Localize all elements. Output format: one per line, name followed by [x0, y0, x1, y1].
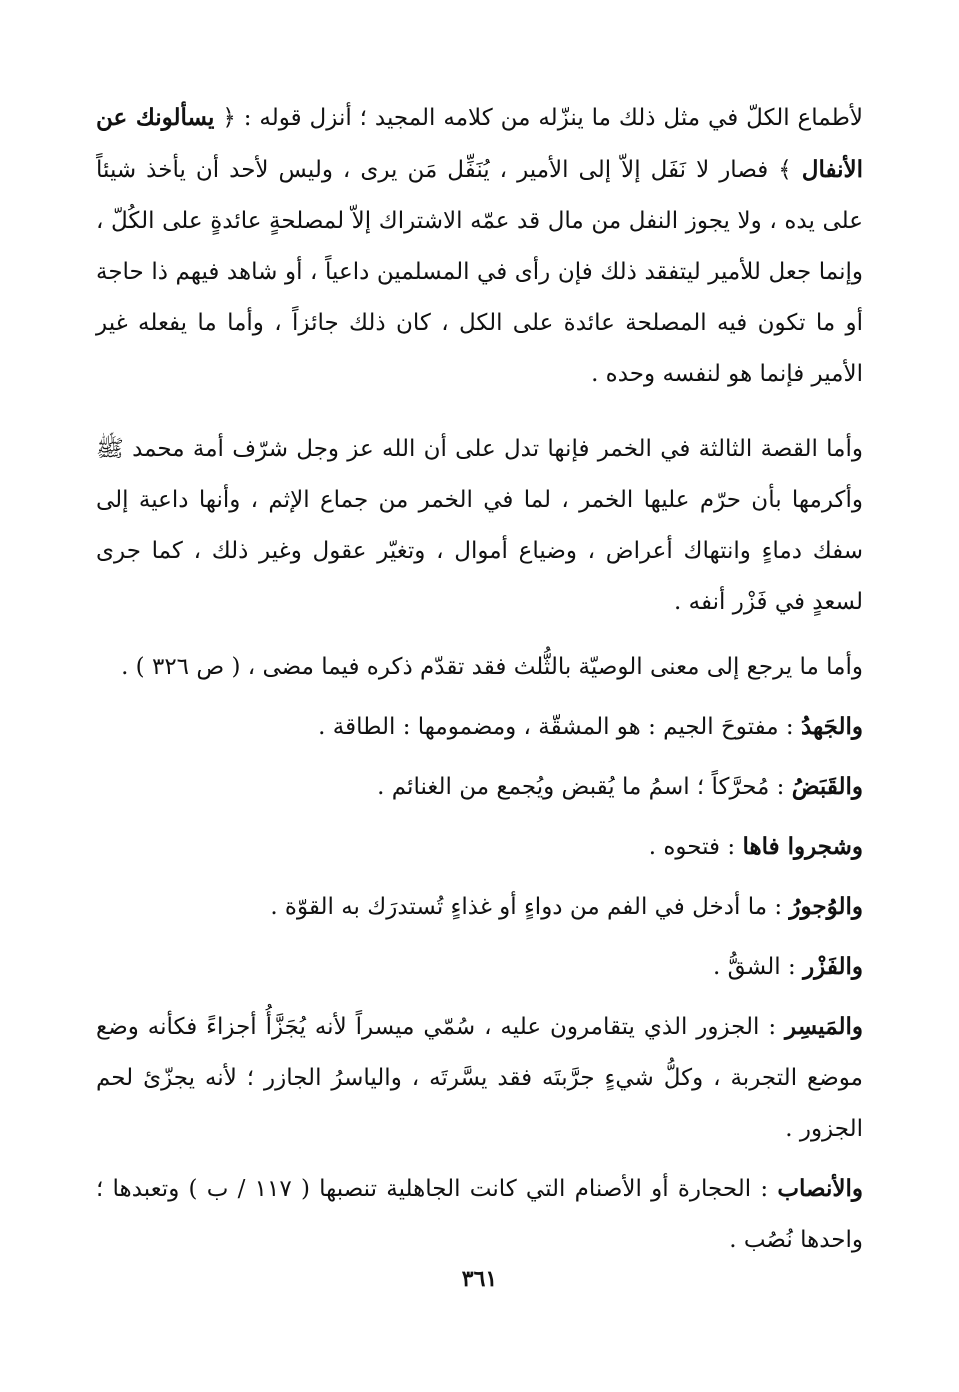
definition-term: والجَهدُ	[800, 713, 863, 740]
definition-wujur	[96, 881, 863, 933]
definition-text: : مفتوحَ الجيم : هو المشقّة ، ومضمومها : الطاقة .	[318, 714, 801, 740]
definition-shajaru	[96, 821, 863, 873]
paragraph-anfal-prefix: لأطماع الكلّ في مثل ذلك ما ينزّله من كلامه المجيد ؛ أنزل قوله : ﴿	[214, 105, 863, 131]
paragraph-anfal	[96, 92, 863, 400]
definition-qabad	[96, 761, 863, 813]
definition-term: والقَبَضُ	[791, 773, 863, 800]
definition-term: والوُجورُ	[789, 893, 863, 920]
definition-text: : الحجارة أو الأصنام التي كانت الجاهلية تنصبها ( ١١٧ / ب ) وتعبدها ؛ واحدها نُصُب .	[96, 1176, 863, 1253]
definition-fazr	[96, 941, 863, 993]
definition-term: والمَيسِر	[785, 1013, 863, 1040]
quran-quote: يسألونك عن الأنفال	[96, 104, 863, 183]
definition-maysir	[96, 1001, 863, 1155]
definition-text: : فتحوه .	[648, 834, 743, 860]
definition-jahd	[96, 701, 863, 753]
definition-text: : الجزور الذي يتقامرون عليه ، سُمّي ميسراً لأنه يُجَزَّأُ أجزاءً فكأنه وضع موضع التجربة ، وكلُّ شيءٍ جرَّبتَه فقد يسَّرتَه ، والياسرُ الجازر ؛ لأنه يجزّئ لحم الجزور .	[96, 1014, 863, 1142]
definition-text: : الشقُّ .	[712, 954, 804, 980]
paragraph-anfal-body: ﴾ فصار لا نَفَل إلاّ إلى الأمير ، يُنَفِّل مَن يرى ، وليس لأحد أن يأخذ شيئاً على يده ، ولا يجوز النفل من مال قد عمّه الاشتراك إلاّ لمصلحةٍ عائدةٍ على الكُلّ ، وإنما جعل للأمير ليتفقد ذلك فإن رأى في المسلمين داعياً ، أو شاهد فيهم ذا حاجة أو ما تكون فيه المصلحة عائدة على الكل ، كان ذلك جائزاً ، وأما ما يفعله غير الأمير فإنما هو لنفسه وحده .	[96, 157, 863, 387]
definition-text: : مُحرَّكاً ؛ اسمُ ما يُقبض ويُجمع من الغنائم .	[377, 774, 792, 800]
paragraph-khamr: وأما القصة الثالثة في الخمر فإنها تدل على أن الله عز وجل شرّف أمة محمد ﷺ وأكرمها بأن حرّم عليها الخمر ، لما في الخمر من جماع الإثم ، وأنها داعية إلى سفك دماءٍ وانتهاك أعراض ، وضياع أموال ، وتغيّر عقول وغير ذلك ، كما جرى لسعدٍ في فَزْر أنفه .	[96, 436, 863, 615]
definition-ansab	[96, 1163, 863, 1266]
definition-term: وشجروا فاها	[742, 833, 863, 860]
definition-term: والفَزْر	[803, 953, 863, 980]
definition-text: : ما أدخل في الفم من دواءٍ أو غذاءٍ تُستدرَك به القوّة .	[270, 894, 790, 920]
page-number: ٣٦١	[461, 1266, 498, 1292]
definition-term: والأنصاب	[777, 1175, 863, 1202]
paragraph-wasiyya: وأما ما يرجع إلى معنى الوصيّة بالثُّلث فقد تقدّم ذكره فيما مضى ، ( ص ٣٢٦ ) .	[121, 654, 863, 680]
